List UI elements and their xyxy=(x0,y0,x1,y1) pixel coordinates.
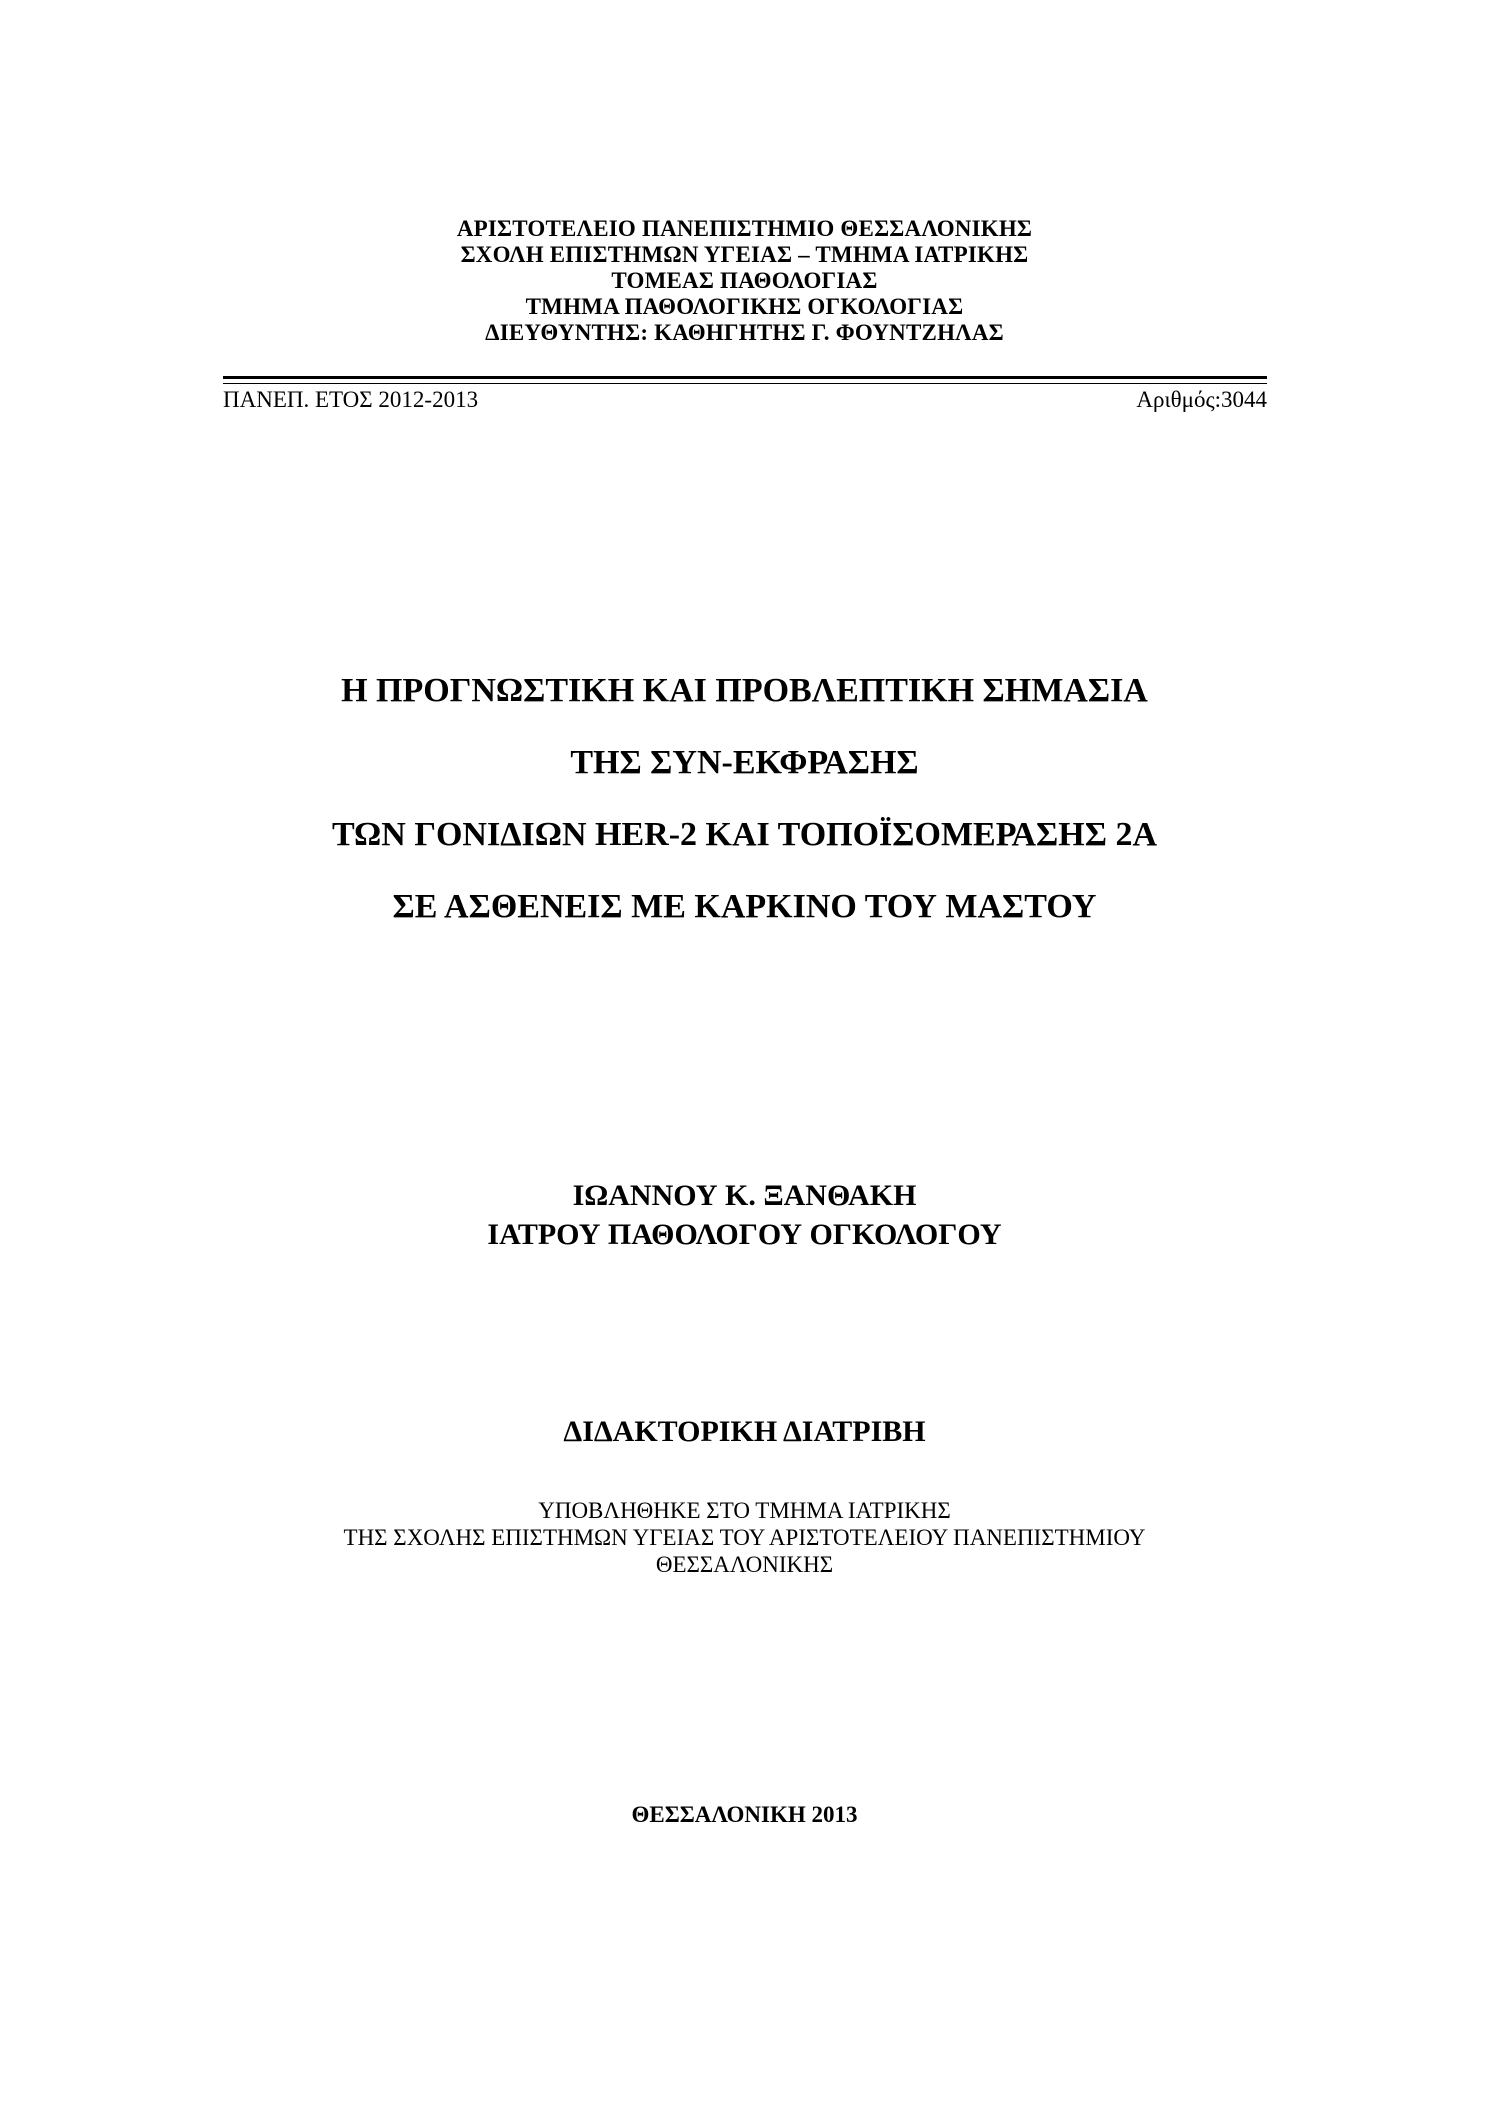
document-number: Αριθμός:3044 xyxy=(1136,387,1267,412)
title-line: Η ΠΡΟΓΝΩΣΤΙΚΗ ΚΑΙ ΠΡΟΒΛΕΠΤΙΚΗ ΣΗΜΑΣΙΑ xyxy=(341,672,1148,709)
author-name: ΙΩΑΝΝΟΥ Κ. ΞΑΝΘΑΚΗ xyxy=(572,1179,917,1212)
header-divider-thin xyxy=(223,383,1267,384)
director-line: ΔΙΕΥΘΥΝΤΗΣ: ΚΑΘΗΓΗΤΗΣ Γ. ΦΟΥΝΤΖΗΛΑΣ xyxy=(485,320,1004,345)
university-name: ΑΡΙΣΤΟΤΕΛΕΙΟ ΠΑΝΕΠΙΣΤΗΜΙΟ ΘΕΣΣΑΛΟΝΙΚΗΣ xyxy=(456,216,1033,241)
author-role: ΙΑΤΡΟΥ ΠΑΘΟΛΟΓΟΥ ΟΓΚΟΛΟΓΟΥ xyxy=(487,1218,1002,1251)
title-line: ΣΕ ΑΣΘΕΝΕΙΣ ΜΕ ΚΑΡΚΙΝΟ ΤΟΥ ΜΑΣΤΟΥ xyxy=(392,888,1097,925)
title-line: ΤΩΝ ΓΟΝΙΔΙΩΝ HER-2 ΚΑΙ ΤΟΠΟΪΣΟΜΕΡΑΣΗΣ 2Α xyxy=(331,816,1157,853)
submission-line: ΥΠΟΒΛΗΘΗΚΕ ΣΤΟ ΤΜΗΜΑ ΙΑΤΡΙΚΗΣ xyxy=(538,1498,951,1523)
unit-name: ΤΜΗΜΑ ΠΑΘΟΛΟΓΙΚΗΣ ΟΓΚΟΛΟΓΙΑΣ xyxy=(525,294,964,319)
author-block xyxy=(0,1176,1489,1254)
submission-line: ΘΕΣΣΑΛΟΝΙΚΗΣ xyxy=(655,1552,834,1577)
academic-year: ΠΑΝΕΠ. ΕΤΟΣ 2012-2013 xyxy=(223,387,479,412)
header-divider-thick xyxy=(223,376,1267,379)
sector-name: ΤΟΜΕΑΣ ΠΑΘΟΛΟΓΙΑΣ xyxy=(611,268,878,293)
thesis-title xyxy=(0,655,1489,943)
place-and-year: ΘΕΣΣΑΛΟΝΙΚΗ 2013 xyxy=(631,1802,858,1827)
title-line: ΤΗΣ ΣΥΝ-ΕΚΦΡΑΣΗΣ xyxy=(570,744,919,781)
school-department: ΣΧΟΛΗ ΕΠΙΣΤΗΜΩΝ ΥΓΕΙΑΣ – ΤΜΗΜΑ ΙΑΤΡΙΚΗΣ xyxy=(460,242,1029,267)
document-type: ΔΙΔΑΚΤΟΡΙΚΗ ΔΙΑΤΡΙΒΗ xyxy=(563,1415,926,1448)
institution-header xyxy=(0,216,1489,346)
submission-statement xyxy=(0,1497,1489,1578)
submission-line: ΤΗΣ ΣΧΟΛΗΣ ΕΠΙΣΤΗΜΩΝ ΥΓΕΙΑΣ ΤΟΥ ΑΡΙΣΤΟΤΕΛΕΙΟΥ ΠΑΝΕΠΙΣΤΗΜΙΟΥ xyxy=(343,1525,1146,1550)
